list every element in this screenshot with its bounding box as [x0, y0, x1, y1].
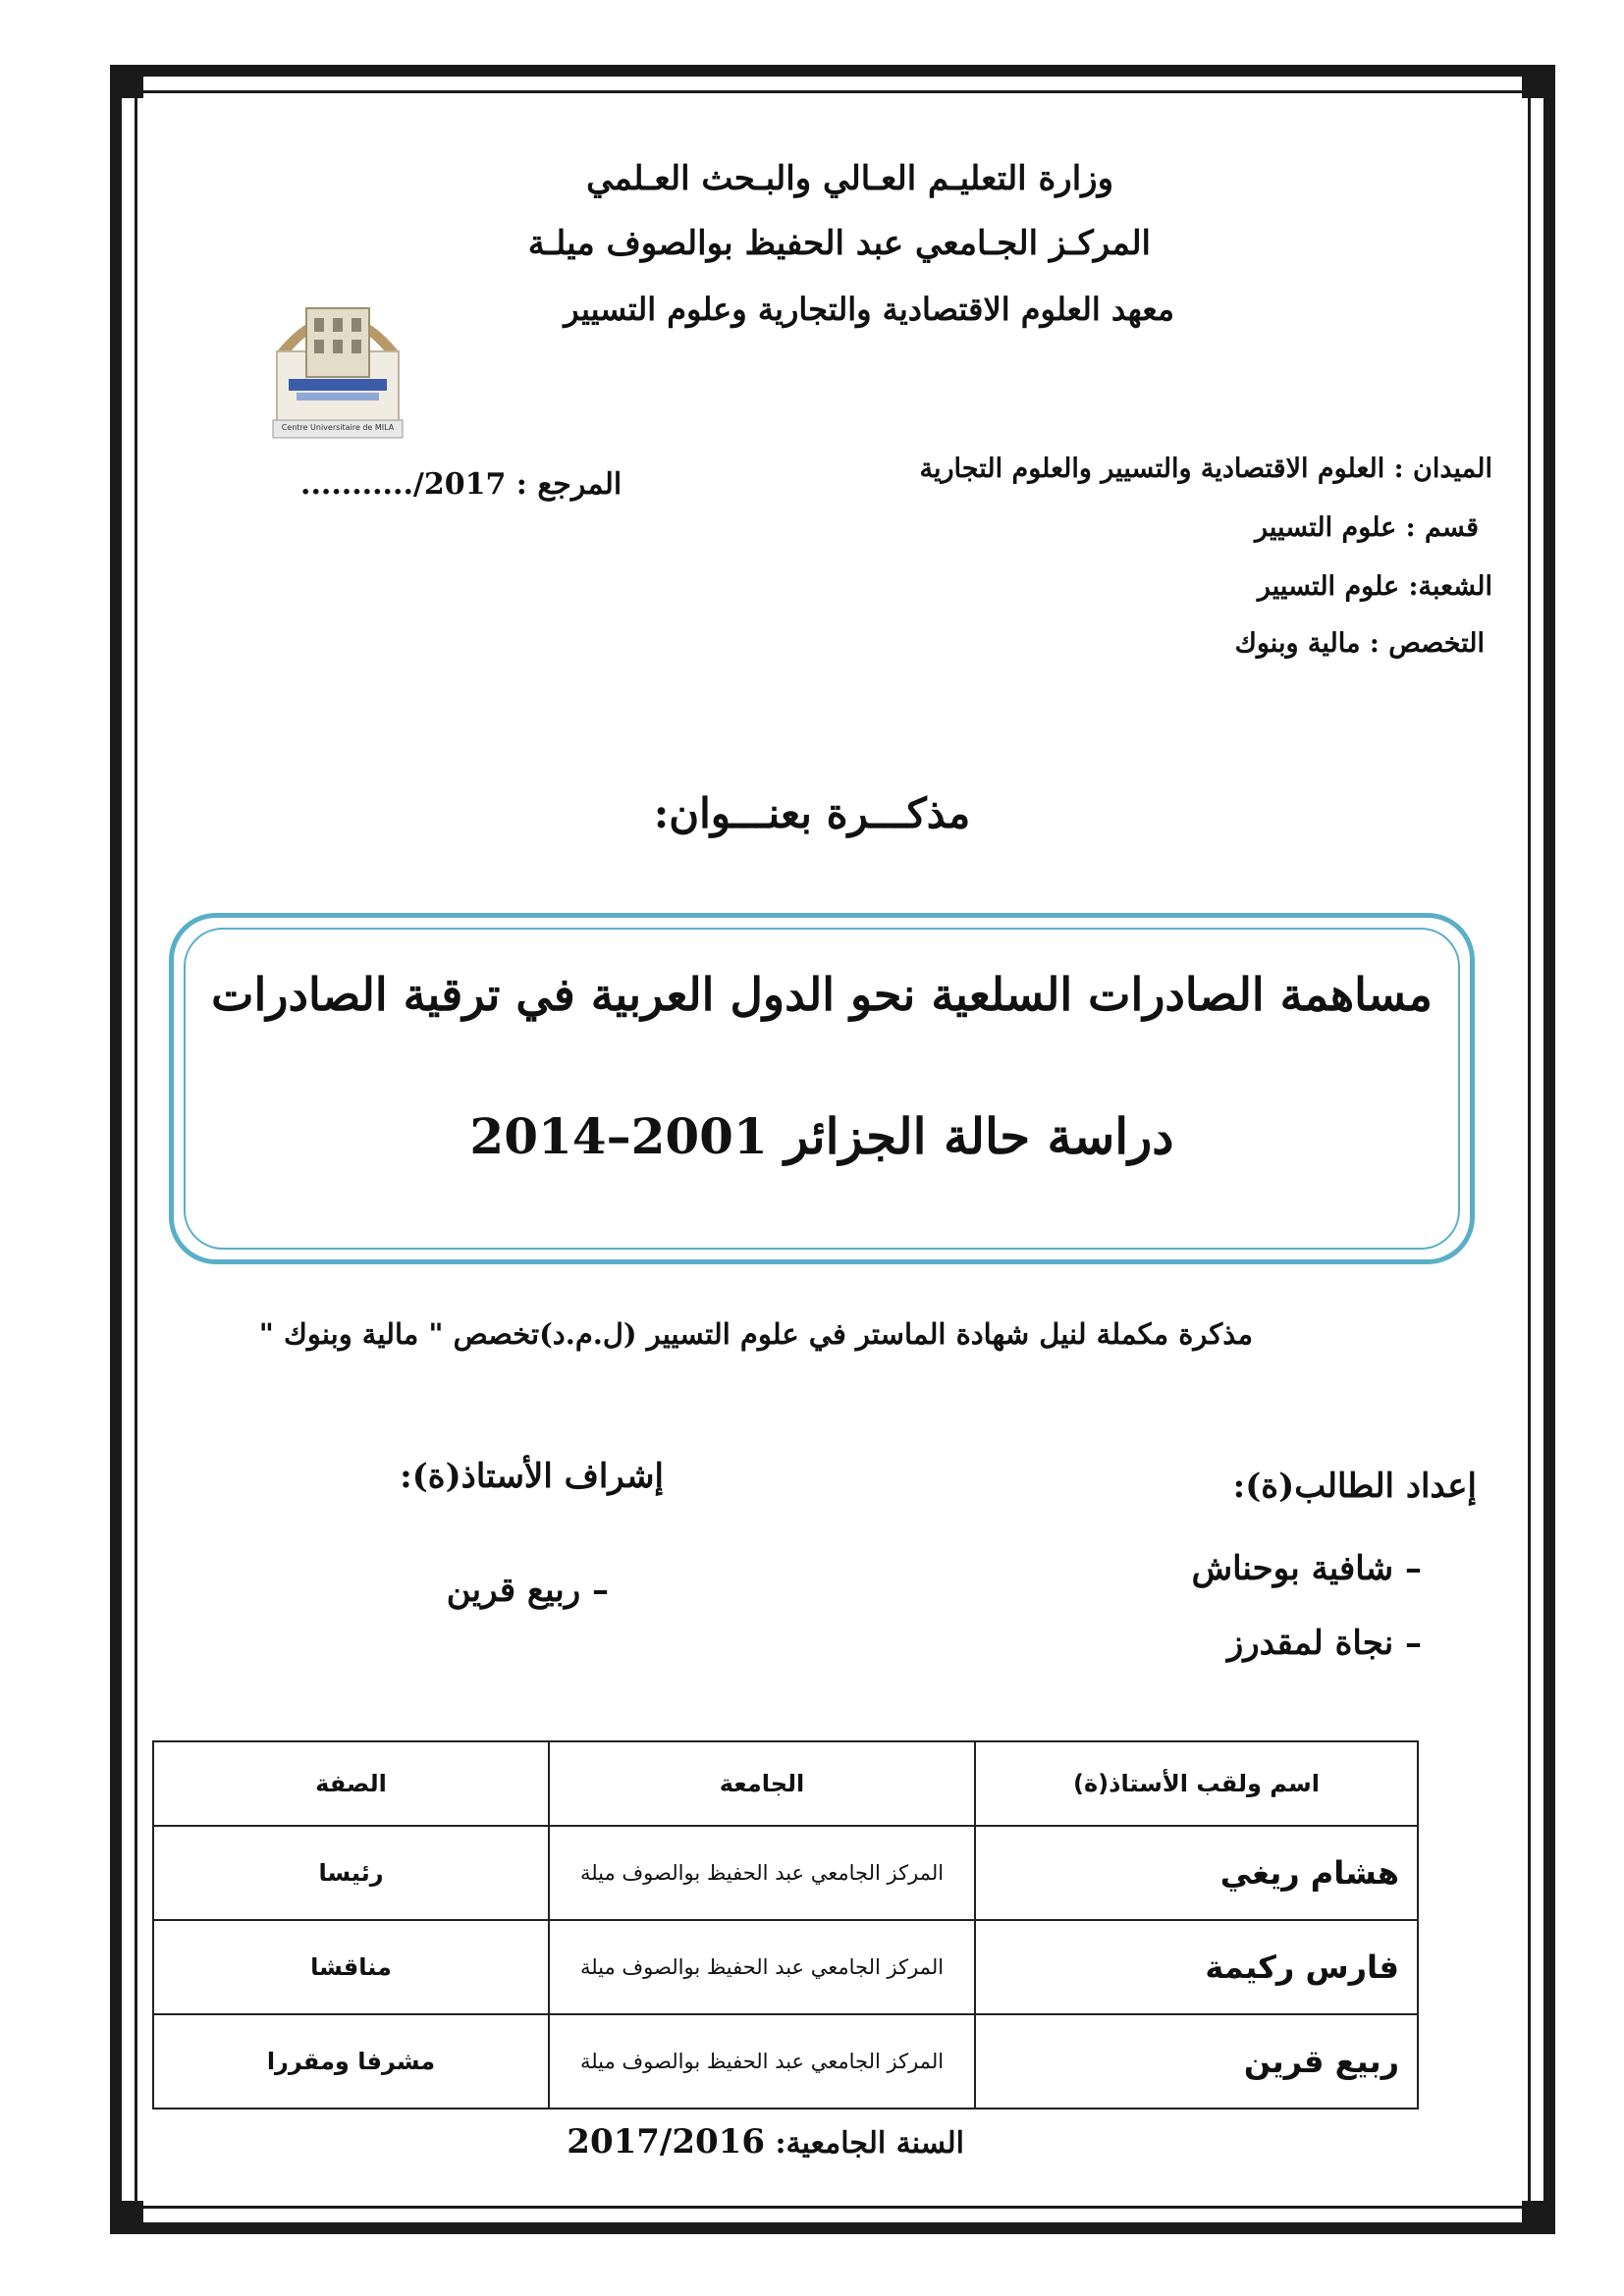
header-university: الجامعة	[549, 1741, 975, 1826]
memo-heading: مذكـــرة بعنـــوان:	[653, 789, 971, 837]
student-name-2: – نجاة لمقدرز	[1226, 1624, 1422, 1663]
jury-name: ربيع قرين	[975, 2014, 1418, 2109]
thesis-case-study: دراسة حالة الجزائر 2001–2014	[469, 1107, 1174, 1165]
thesis-title: مساهمة الصادرات السلعية نحو الدول العربية في ترقية الصادرات	[211, 968, 1433, 1021]
students-label: إعداد الطالب(ة):	[1232, 1467, 1477, 1506]
jury-table-header	[153, 1741, 1418, 1826]
jury-name: هشام ريغي	[975, 1826, 1418, 1920]
reference: المرجع : 2017/...........	[300, 467, 623, 502]
table-row	[153, 1826, 1418, 1920]
frame-corner-top-right	[1522, 65, 1555, 98]
field-line: الميدان : العلوم الاقتصادية والتسيير والعلوم التجارية	[919, 454, 1492, 484]
academic-year-label: السنة الجامعية:	[775, 2126, 964, 2161]
reference-label: المرجع	[537, 467, 623, 502]
institute-name: معهد العلوم الاقتصادية والتجارية وعلوم التسيير	[564, 291, 1174, 328]
student-name-1: – شافية بوحناش	[1191, 1549, 1422, 1588]
university-center-name: المركـز الجـامعي عبد الحفيظ بوالصوف ميلـة	[527, 224, 1151, 263]
reference-value: 2017/...........	[300, 467, 507, 502]
jury-table	[152, 1740, 1419, 2109]
frame-corner-bottom-left	[110, 2201, 143, 2234]
specialty-line: التخصص : مالية وبنوك	[1234, 628, 1485, 659]
supervisor-name: – ربيع قرين	[446, 1571, 609, 1610]
department-line: قسم : علوم التسيير	[1255, 512, 1479, 543]
branch-line: الشعبة: علوم التسيير	[1257, 571, 1492, 602]
jury-role: رئيسا	[153, 1826, 549, 1920]
jury-university: المركز الجامعي عبد الحفيظ بوالصوف ميلة	[549, 2014, 975, 2109]
header-role: الصفة	[153, 1741, 549, 1826]
academic-year	[567, 2122, 964, 2162]
academic-year-value: 2017/2016	[567, 2122, 765, 2162]
frame-corner-bottom-right	[1522, 2201, 1555, 2234]
frame-corner-top-left	[110, 65, 143, 98]
jury-university: المركز الجامعي عبد الحفيظ بوالصوف ميلة	[549, 1826, 975, 1920]
logo-caption: Centre Universitaire de MILA	[281, 423, 395, 432]
jury-role: مناقشا	[153, 1920, 549, 2014]
jury-name: فارس ركيمة	[975, 1920, 1418, 2014]
university-logo	[263, 283, 412, 440]
supervisor-label: إشراف الأستاذ(ة):	[400, 1457, 664, 1496]
jury-role: مشرفا ومقررا	[153, 2014, 549, 2109]
jury-university: المركز الجامعي عبد الحفيظ بوالصوف ميلة	[549, 1920, 975, 2014]
ministry-name: وزارة التعليـم العـالي والبـحث العـلمي	[586, 159, 1113, 198]
table-row	[153, 2014, 1418, 2109]
header-name: اسم ولقب الأستاذ(ة)	[975, 1741, 1418, 1826]
table-row	[153, 1920, 1418, 2014]
title-box	[169, 913, 1475, 1264]
memo-subtitle: مذكرة مكملة لنيل شهادة الماستر في علوم التسيير (ل.م.د)تخصص " مالية وبنوك "	[258, 1317, 1253, 1351]
